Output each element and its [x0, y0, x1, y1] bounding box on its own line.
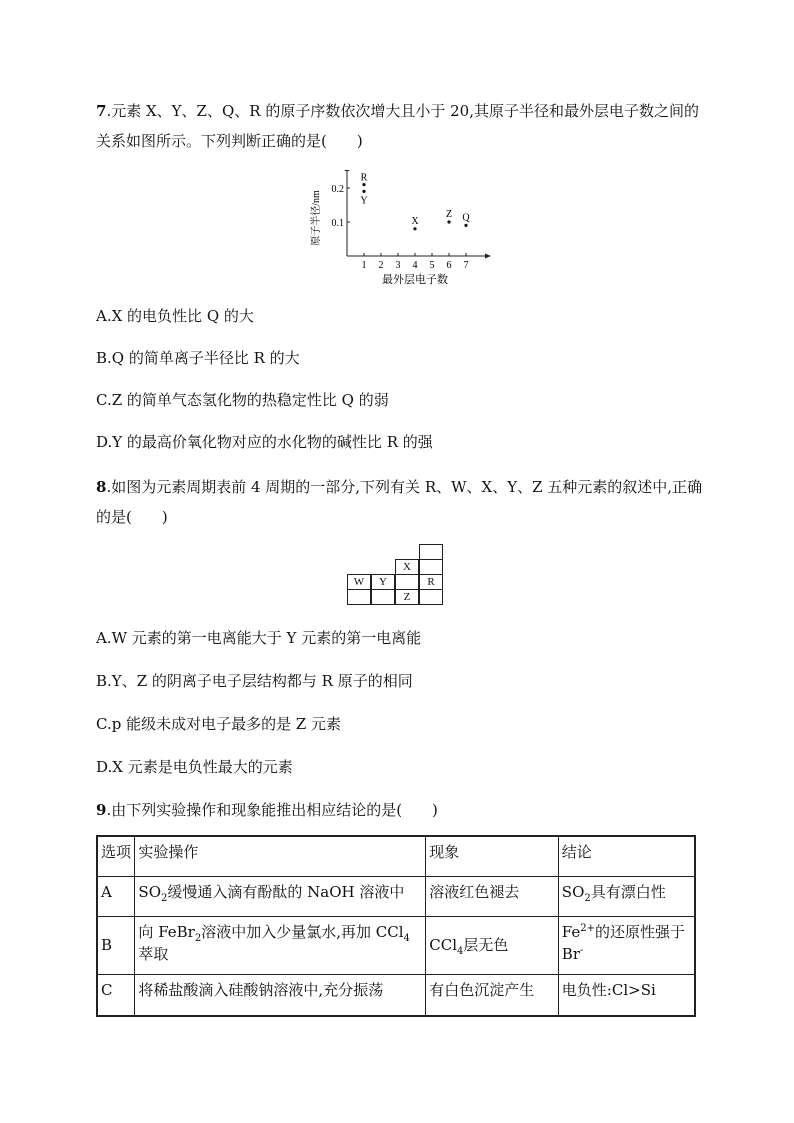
experiment-table	[96, 835, 696, 1017]
option-b: B.Q 的简单离子半径比 R 的大	[96, 349, 300, 367]
x-axis-label: 最外层电子数	[382, 274, 448, 286]
option-c: C.Z 的简单气态氢化物的热稳定性比 Q 的弱	[96, 391, 389, 409]
x-tick-label: 5	[429, 260, 435, 271]
question-number: 9	[96, 801, 107, 819]
header-cell: 结论	[558, 836, 695, 876]
operation-cell: $SO_2$缓慢通入滴有酚酞的 NaOH 溶液中	[135, 876, 426, 916]
header-cell: 现象	[426, 836, 559, 876]
operation-cell: 向 FeBr$_2$溶液中加入少量氯水,再加 CCl$_4$ 萃取	[135, 916, 426, 974]
x-tick-label: 7	[463, 260, 469, 271]
data-point	[447, 220, 450, 223]
conclusion-cell: 电负性:Cl>Si	[558, 974, 695, 1016]
conclusion-cell: $SO_2$具有漂白性	[558, 876, 695, 916]
option-d: D.Y 的最高价氧化物对应的水化物的碱性比 R 的强	[96, 433, 433, 451]
option-a: A.X 的电负性比 Q 的大	[96, 307, 254, 325]
cell-x: X	[395, 559, 419, 575]
x-tick-label: 6	[446, 260, 452, 271]
point-label: R	[360, 172, 368, 184]
x-axis-arrow	[485, 254, 491, 259]
header-cell: 实验操作	[135, 836, 426, 876]
point-label: Q	[462, 212, 470, 224]
operation-cell: 将稀盐酸滴入硅酸钠溶液中,充分振荡	[135, 974, 426, 1016]
data-point	[413, 227, 416, 230]
y-axis-arrow	[345, 170, 350, 171]
option-c: C.p 能级未成对电子最多的是 Z 元素	[96, 715, 342, 733]
radius-scatter-chart	[305, 170, 495, 290]
x-tick-label: 2	[378, 260, 384, 271]
data-point	[362, 190, 365, 193]
y-tick-label: 0.1	[331, 218, 344, 229]
table-row	[97, 916, 695, 974]
option-d: D.X 元素是电负性最大的元素	[96, 758, 293, 776]
table-cell	[419, 559, 443, 575]
data-point	[464, 224, 467, 227]
question-number: 8	[96, 478, 107, 496]
table-row	[97, 974, 695, 1016]
table-cell	[419, 589, 443, 605]
point-label: X	[411, 215, 419, 227]
table-cell	[347, 589, 371, 605]
question-text: .元素 X、Y、Z、Q、R 的原子序数依次增大且小于 20,其原子半径和最外层电子数之间的关系如图所示。下列判断正确的是( )	[96, 102, 699, 150]
cell-r: R	[419, 574, 443, 590]
x-tick-label: 3	[395, 260, 401, 271]
question-text: .如图为元素周期表前 4 周期的一部分,下列有关 R、W、X、Y、Z 五种元素的叙述中,正确的是( )	[96, 478, 703, 526]
option-cell: B	[97, 916, 135, 974]
y-axis-label: 原子半径/nm	[311, 190, 322, 246]
phenomenon-cell: CCl$_4$层无色	[426, 916, 559, 974]
phenomenon-cell: 溶液红色褪去	[426, 876, 559, 916]
question-9	[96, 795, 706, 825]
conclusion-cell: $Fe^{2+}$的还原性强于 Br-	[558, 916, 695, 974]
cell-w: W	[347, 574, 371, 590]
phenomenon-cell: 有白色沉淀产生	[426, 974, 559, 1016]
table-cell	[419, 544, 443, 560]
option-cell: A	[97, 876, 135, 916]
option-cell: C	[97, 974, 135, 1016]
table-cell	[371, 589, 395, 605]
table-row	[97, 876, 695, 916]
point-label: Y	[360, 195, 368, 207]
x-tick-label: 1	[361, 260, 367, 271]
y-tick-label: 0.2	[331, 184, 344, 195]
question-8	[96, 472, 706, 532]
header-cell: 选项	[97, 836, 135, 876]
cell-z: Z	[395, 589, 419, 605]
question-text: .由下列实验操作和现象能推出相应结论的是( )	[106, 801, 438, 819]
cell-y: Y	[371, 574, 395, 590]
table-cell	[395, 574, 419, 590]
question-number: 7	[96, 102, 107, 120]
table-header-row	[97, 836, 695, 876]
point-label: Z	[445, 209, 453, 220]
x-tick-label: 4	[412, 260, 418, 271]
option-b: B.Y、Z 的阴离子电子层结构都与 R 原子的相同	[96, 672, 413, 690]
question-7	[96, 96, 706, 156]
option-a: A.W 元素的第一电离能大于 Y 元素的第一电离能	[96, 629, 422, 647]
